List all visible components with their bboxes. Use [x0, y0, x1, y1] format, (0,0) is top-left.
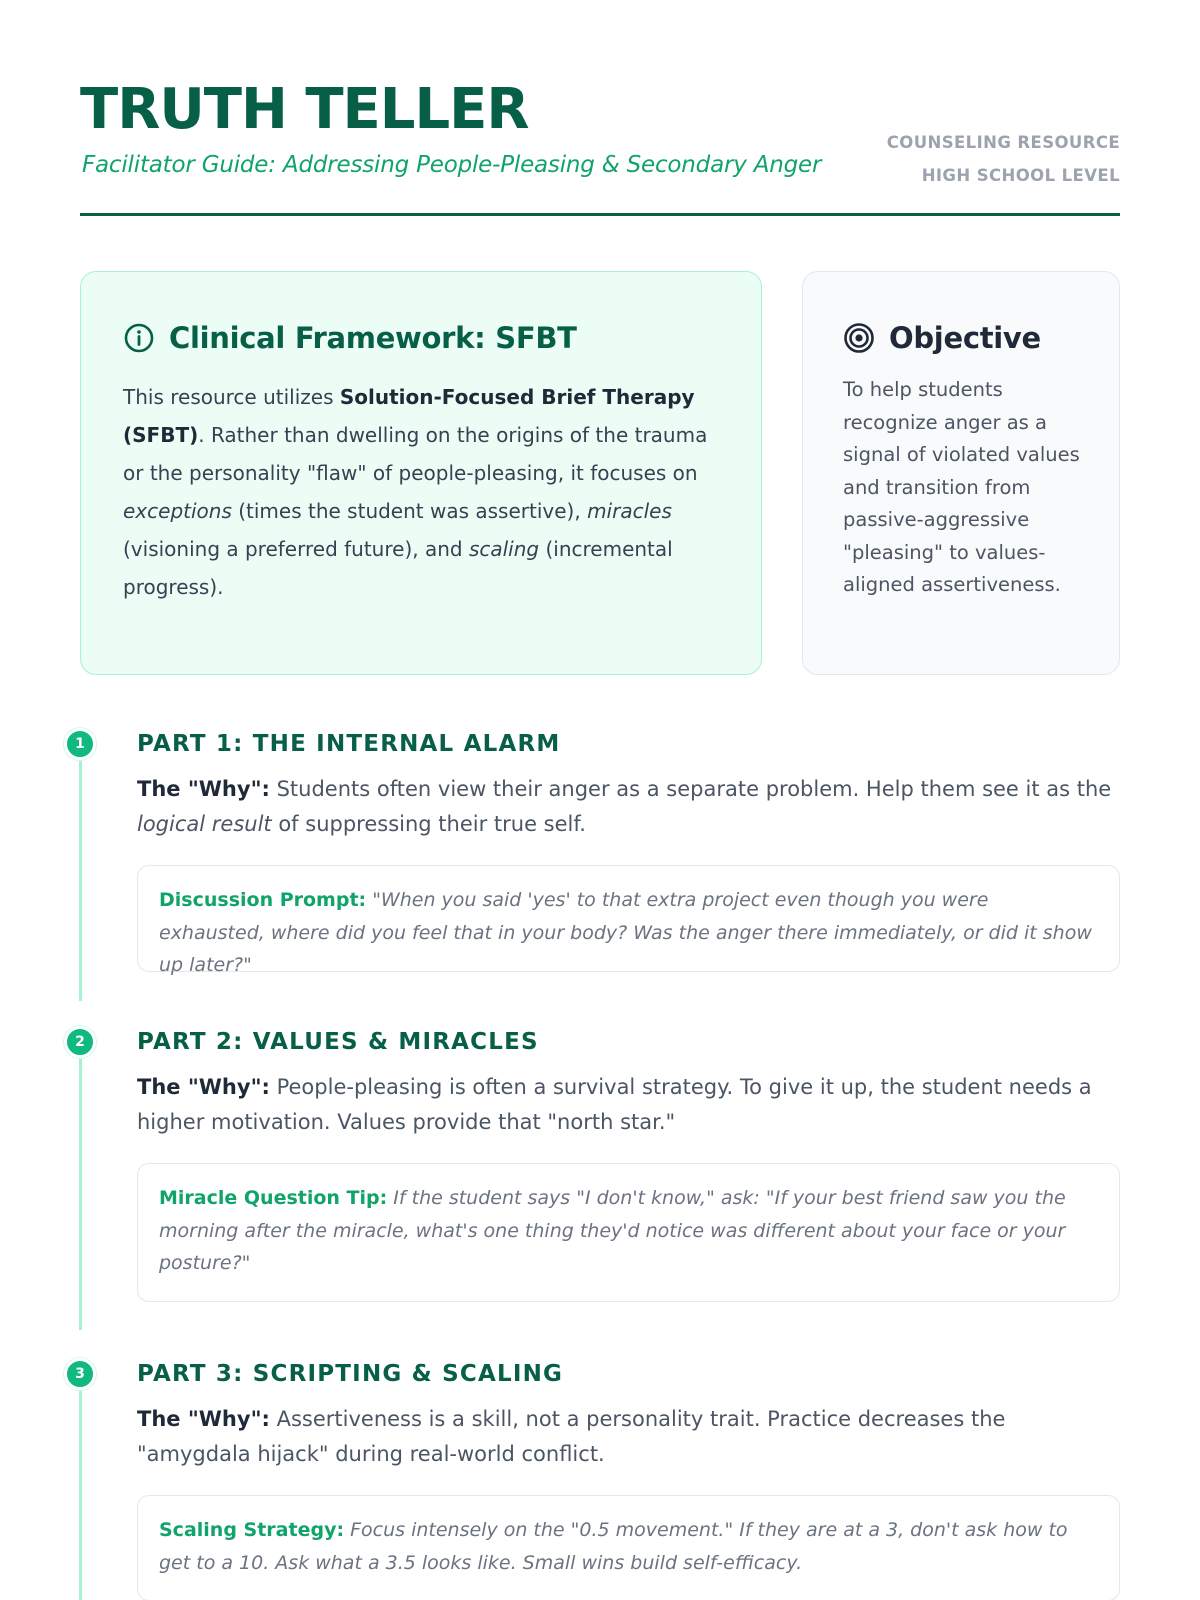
why-label: The "Why": — [137, 1075, 270, 1099]
timeline-line — [79, 1386, 82, 1600]
objective-card — [802, 271, 1120, 675]
step-number-badge: 3 — [64, 1358, 96, 1390]
framework-text-part: This resource utilizes — [123, 385, 340, 409]
part-3-section — [75, 1358, 1120, 1600]
miracle-tip-box — [137, 1163, 1120, 1302]
step-number-badge: 1 — [64, 728, 96, 760]
why-text-part: of suppressing their true self. — [271, 812, 586, 836]
part-why-text — [137, 1402, 1120, 1472]
part-why-text — [137, 1070, 1120, 1140]
objective-text: To help students recognize anger as a signal of violated values and transition from passive-aggressive "pleasing" to values-aligned assertiveness. — [843, 378, 1080, 596]
why-text-part: Students often view their anger as a separate problem. Help them see it as the — [269, 777, 1112, 801]
part-2-section — [75, 1026, 1120, 1302]
header-meta — [887, 126, 1120, 192]
step-number-badge: 2 — [64, 1026, 96, 1058]
resource-type-label: COUNSELING RESOURCE — [886, 133, 1120, 152]
framework-heading: Clinical Framework: SFBT — [169, 321, 577, 355]
level-label: HIGH SCHOOL LEVEL — [921, 166, 1120, 185]
prompt-label: Miracle Question Tip: — [159, 1187, 388, 1209]
timeline-line — [79, 756, 82, 1001]
objective-card-header — [843, 318, 1089, 358]
framework-text-part: (incremental progress). — [123, 537, 673, 599]
framework-card-header — [123, 318, 721, 358]
framework-text-part: (times the student was assertive), — [231, 499, 588, 523]
timeline-line — [79, 1054, 82, 1330]
page-subtitle: Facilitator Guide: Addressing People-Pleasing & Secondary Anger — [82, 152, 822, 178]
why-label: The "Why": — [137, 777, 270, 801]
why-text-part: Assertiveness is a skill, not a personality trait. Practice decreases the "amygdala hijack" during real-world conflict. — [137, 1407, 1006, 1466]
framework-text-part: . Rather than dwelling on the origins of the trauma or the personality "flaw" of people-pleasing, it focuses on — [123, 423, 708, 485]
framework-term-scaling: scaling — [468, 537, 540, 561]
guide-page — [75, 0, 1120, 1600]
prompt-label: Discussion Prompt: — [159, 889, 367, 911]
info-circle-icon — [123, 322, 155, 354]
scaling-strategy-box — [137, 1495, 1120, 1600]
why-text-part: People-pleasing is often a survival strategy. To give it up, the student needs a higher motivation. Values provide that "north star." — [137, 1075, 1092, 1134]
why-emphasis: logical result — [137, 812, 272, 836]
part-why-text — [137, 772, 1120, 842]
part-title: PART 2: VALUES & MIRACLES — [137, 1029, 539, 1055]
framework-term-exceptions: exceptions — [123, 499, 232, 523]
prompt-label: Scaling Strategy: — [159, 1519, 345, 1541]
framework-card — [80, 271, 762, 675]
target-icon — [843, 322, 875, 354]
why-label: The "Why": — [137, 1407, 270, 1431]
page-title: TRUTH TELLER — [80, 77, 529, 142]
page-header — [80, 78, 1120, 216]
prompt-text: If the student says "I don't know," ask: "If your best friend saw you the morning after the miracle, what's one thing they'd notice was different about your face or your posture?" — [159, 1187, 1066, 1274]
framework-bold-term: Solution-Focused Brief Therapy (SFBT) — [123, 385, 695, 447]
framework-term-miracles: miracles — [587, 499, 672, 523]
part-title: PART 1: THE INTERNAL ALARM — [137, 731, 561, 757]
prompt-text: "When you said 'yes' to that extra project even though you were exhausted, where did you feel that in your body? Was the anger there immediately, or did it show up later?" — [159, 889, 1092, 976]
prompt-text: Focus intensely on the "0.5 movement." If they are at a 3, don't ask how to get to a 10. Ask what a 3.5 looks like. Small wins build self-efficacy. — [159, 1519, 1068, 1574]
discussion-prompt-box — [137, 865, 1120, 976]
objective-heading: Objective — [889, 321, 1041, 355]
part-1-section — [75, 728, 1120, 976]
part-title: PART 3: SCRIPTING & SCALING — [137, 1361, 564, 1387]
framework-text — [123, 378, 721, 606]
framework-text-part: (visioning a preferred future), and — [123, 537, 469, 561]
